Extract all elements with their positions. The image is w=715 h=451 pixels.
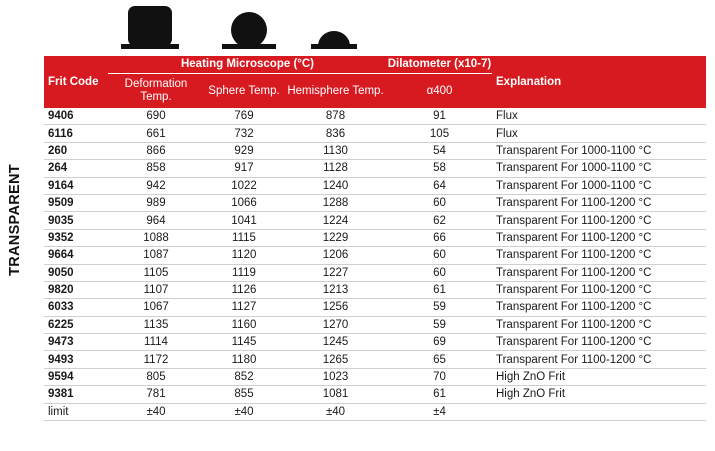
header-explanation: Explanation bbox=[492, 56, 706, 108]
table-row bbox=[44, 299, 706, 316]
explanation-cell: Transparent For 1100-1200 °C bbox=[492, 212, 706, 229]
deformation-cell: 866 bbox=[108, 142, 204, 159]
frit-table bbox=[44, 56, 706, 421]
deformation-cell: 1088 bbox=[108, 229, 204, 246]
alpha-cell: 59 bbox=[387, 316, 492, 333]
side-category-label bbox=[2, 150, 28, 290]
table-row bbox=[44, 125, 706, 142]
table-row bbox=[44, 368, 706, 385]
sphere-cell: 1022 bbox=[204, 177, 284, 194]
deformation-cell: 1114 bbox=[108, 334, 204, 351]
hemisphere-shape-icon bbox=[311, 31, 357, 49]
frit-code-cell: 9509 bbox=[44, 194, 108, 211]
alpha-cell: 54 bbox=[387, 142, 492, 159]
sphere-cell: 1066 bbox=[204, 194, 284, 211]
table-row bbox=[44, 194, 706, 211]
explanation-cell: High ZnO Frit bbox=[492, 386, 706, 403]
explanation-cell: Transparent For 1000-1100 °C bbox=[492, 160, 706, 177]
sphere-cell: 929 bbox=[204, 142, 284, 159]
explanation-cell: High ZnO Frit bbox=[492, 368, 706, 385]
explanation-cell: Transparent For 1100-1200 °C bbox=[492, 229, 706, 246]
alpha-cell: 65 bbox=[387, 351, 492, 368]
alpha-cell: 60 bbox=[387, 264, 492, 281]
deformation-cell: 1087 bbox=[108, 247, 204, 264]
table-row bbox=[44, 281, 706, 298]
frit-code-cell: 9164 bbox=[44, 177, 108, 194]
frit-code-cell: 9493 bbox=[44, 351, 108, 368]
explanation-cell: Transparent For 1100-1200 °C bbox=[492, 194, 706, 211]
deformation-cell: 805 bbox=[108, 368, 204, 385]
frit-code-cell: 260 bbox=[44, 142, 108, 159]
sphere-cell: 1126 bbox=[204, 281, 284, 298]
table-row bbox=[44, 177, 706, 194]
sphere-cell: 1120 bbox=[204, 247, 284, 264]
table-row bbox=[44, 247, 706, 264]
hemisphere-cell: ±40 bbox=[284, 403, 387, 420]
alpha-cell: 60 bbox=[387, 247, 492, 264]
deformation-cell: 1105 bbox=[108, 264, 204, 281]
side-label-text: TRANSPARENT bbox=[7, 164, 23, 276]
deformation-cell: 989 bbox=[108, 194, 204, 211]
explanation-cell: Transparent For 1000-1100 °C bbox=[492, 177, 706, 194]
explanation-cell: Transparent For 1100-1200 °C bbox=[492, 316, 706, 333]
deformation-cell: 1172 bbox=[108, 351, 204, 368]
alpha-cell: 105 bbox=[387, 125, 492, 142]
sphere-cell: 855 bbox=[204, 386, 284, 403]
frit-code-cell: 9406 bbox=[44, 108, 108, 125]
explanation-cell: Transparent For 1100-1200 °C bbox=[492, 264, 706, 281]
frit-code-cell: 9820 bbox=[44, 281, 108, 298]
deformation-cell: 942 bbox=[108, 177, 204, 194]
alpha-cell: ±4 bbox=[387, 403, 492, 420]
sphere-cell: 1145 bbox=[204, 334, 284, 351]
explanation-cell: Transparent For 1100-1200 °C bbox=[492, 351, 706, 368]
sphere-cell: 732 bbox=[204, 125, 284, 142]
sphere-cell: 1119 bbox=[204, 264, 284, 281]
header-dilatometer: Dilatometer (x10-7) bbox=[387, 56, 492, 74]
header-hemisphere-temp: Hemisphere Temp. bbox=[284, 74, 387, 109]
specimen-shapes bbox=[0, 0, 715, 56]
header-frit-code: Frit Code bbox=[44, 56, 108, 108]
table-row bbox=[44, 386, 706, 403]
hemisphere-cell: 1023 bbox=[284, 368, 387, 385]
explanation-cell: Flux bbox=[492, 108, 706, 125]
alpha-cell: 60 bbox=[387, 194, 492, 211]
header-deformation-temp: Deformation Temp. bbox=[108, 74, 204, 109]
hemisphere-cell: 1206 bbox=[284, 247, 387, 264]
hemisphere-cell: 878 bbox=[284, 108, 387, 125]
hemisphere-cell: 1265 bbox=[284, 351, 387, 368]
hemisphere-cell: 1128 bbox=[284, 160, 387, 177]
deformation-cell: 690 bbox=[108, 108, 204, 125]
deformation-cell: 1135 bbox=[108, 316, 204, 333]
explanation-cell: Flux bbox=[492, 125, 706, 142]
hemisphere-cell: 1270 bbox=[284, 316, 387, 333]
table-row bbox=[44, 264, 706, 281]
alpha-cell: 61 bbox=[387, 386, 492, 403]
header-heating-microscope: Heating Microscope (°C) bbox=[108, 56, 387, 74]
explanation-cell bbox=[492, 403, 706, 420]
explanation-cell: Transparent For 1100-1200 °C bbox=[492, 334, 706, 351]
alpha-cell: 58 bbox=[387, 160, 492, 177]
alpha-cell: 64 bbox=[387, 177, 492, 194]
explanation-cell: Transparent For 1100-1200 °C bbox=[492, 281, 706, 298]
table-row bbox=[44, 229, 706, 246]
alpha-cell: 70 bbox=[387, 368, 492, 385]
sphere-cell: 1180 bbox=[204, 351, 284, 368]
frit-code-cell: 6116 bbox=[44, 125, 108, 142]
deformation-cell: 1107 bbox=[108, 281, 204, 298]
table-row bbox=[44, 316, 706, 333]
deformation-cell: 1067 bbox=[108, 299, 204, 316]
hemisphere-cell: 1081 bbox=[284, 386, 387, 403]
sphere-cell: 1041 bbox=[204, 212, 284, 229]
sphere-cell: 1115 bbox=[204, 229, 284, 246]
table-row bbox=[44, 142, 706, 159]
frit-code-cell: 6033 bbox=[44, 299, 108, 316]
limit-row bbox=[44, 403, 706, 420]
hemisphere-cell: 1240 bbox=[284, 177, 387, 194]
hemisphere-cell: 1224 bbox=[284, 212, 387, 229]
hemisphere-cell: 1288 bbox=[284, 194, 387, 211]
header-alpha400: α400 bbox=[387, 74, 492, 109]
header-sphere-temp: Sphere Temp. bbox=[204, 74, 284, 109]
table-row bbox=[44, 108, 706, 125]
frit-code-cell: 6225 bbox=[44, 316, 108, 333]
hemisphere-cell: 1130 bbox=[284, 142, 387, 159]
header-row-1 bbox=[44, 56, 706, 74]
sphere-cell: 1160 bbox=[204, 316, 284, 333]
frit-code-cell: limit bbox=[44, 403, 108, 420]
deformation-cell: 781 bbox=[108, 386, 204, 403]
sphere-shape-icon bbox=[222, 12, 276, 49]
frit-code-cell: 9664 bbox=[44, 247, 108, 264]
sphere-cell: 769 bbox=[204, 108, 284, 125]
hemisphere-cell: 1245 bbox=[284, 334, 387, 351]
frit-code-cell: 9035 bbox=[44, 212, 108, 229]
alpha-cell: 61 bbox=[387, 281, 492, 298]
table-row bbox=[44, 160, 706, 177]
frit-code-cell: 9473 bbox=[44, 334, 108, 351]
hemisphere-cell: 1229 bbox=[284, 229, 387, 246]
deformation-cell: ±40 bbox=[108, 403, 204, 420]
table-row bbox=[44, 334, 706, 351]
frit-code-cell: 9352 bbox=[44, 229, 108, 246]
explanation-cell: Transparent For 1000-1100 °C bbox=[492, 142, 706, 159]
sphere-cell: 917 bbox=[204, 160, 284, 177]
alpha-cell: 91 bbox=[387, 108, 492, 125]
alpha-cell: 66 bbox=[387, 229, 492, 246]
sphere-cell: 852 bbox=[204, 368, 284, 385]
deformation-shape-icon bbox=[121, 6, 179, 49]
frit-code-cell: 9381 bbox=[44, 386, 108, 403]
alpha-cell: 62 bbox=[387, 212, 492, 229]
explanation-cell: Transparent For 1100-1200 °C bbox=[492, 247, 706, 264]
deformation-cell: 858 bbox=[108, 160, 204, 177]
hemisphere-cell: 1213 bbox=[284, 281, 387, 298]
deformation-cell: 661 bbox=[108, 125, 204, 142]
alpha-cell: 59 bbox=[387, 299, 492, 316]
hemisphere-cell: 1227 bbox=[284, 264, 387, 281]
sphere-cell: 1127 bbox=[204, 299, 284, 316]
hemisphere-cell: 836 bbox=[284, 125, 387, 142]
table-body bbox=[44, 108, 706, 421]
hemisphere-cell: 1256 bbox=[284, 299, 387, 316]
alpha-cell: 69 bbox=[387, 334, 492, 351]
sphere-cell: ±40 bbox=[204, 403, 284, 420]
frit-code-cell: 9594 bbox=[44, 368, 108, 385]
deformation-cell: 964 bbox=[108, 212, 204, 229]
frit-code-cell: 264 bbox=[44, 160, 108, 177]
table-row bbox=[44, 212, 706, 229]
frit-code-cell: 9050 bbox=[44, 264, 108, 281]
table-row bbox=[44, 351, 706, 368]
explanation-cell: Transparent For 1100-1200 °C bbox=[492, 299, 706, 316]
